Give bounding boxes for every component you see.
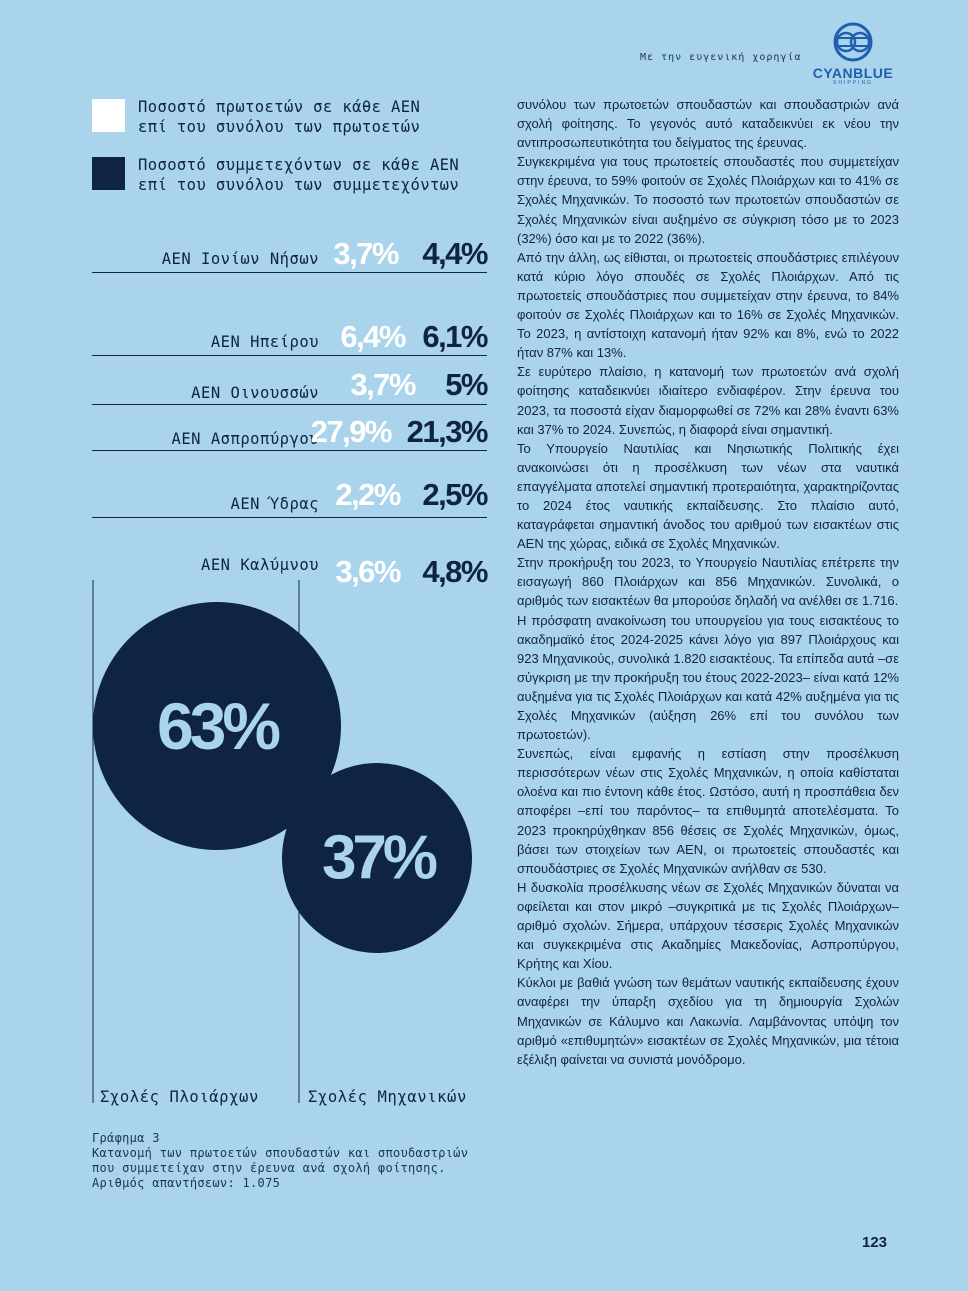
uni-participants-value: 5% (445, 367, 487, 402)
sponsor-logo (803, 22, 903, 88)
category-label-captains: Σχολές Πλοιάρχων (100, 1088, 259, 1106)
caption-line: που συμμετείχαν στην έρευνα ανά σχολή φοίτησης. (92, 1161, 446, 1175)
bubble-label-engineers: 37% (321, 823, 435, 893)
uni-name: ΑΕΝ Ασπροπύργου (171, 430, 319, 448)
legend-swatch-navy (92, 157, 125, 190)
row-divider (92, 404, 487, 405)
row-divider (92, 272, 487, 273)
paragraph: Συγκεκριμένα για τους πρωτοετείς σπουδαστές που συμμετείχαν στην έρευνα, το 59% φοιτούν σε Σχολές Πλοιάρχων και το 41% σε Σχολές Μηχανικών. Το ποσοστό των πρωτοετών σπουδαστών σε Σχολές Μηχανικών είναι αυξημένο σε σύγκριση τόσο με το 2023 (32%) όσο και με το 2022 (36%). (517, 154, 899, 246)
page-number: 123 (862, 1234, 888, 1251)
uni-freshmen-value: 27,9% (310, 414, 391, 449)
figure-caption (92, 1131, 492, 1191)
logo-name: CYANBLUE (812, 65, 894, 81)
uni-freshmen-value: 3,7% (350, 367, 415, 402)
uni-participants-value: 2,5% (422, 477, 487, 512)
paragraph: συνόλου των πρωτοετών σπουδαστών και σπουδαστριών ανά σχολή φοίτησης. Το γεγονός αυτό καταδεικνύει εκ νέου την αντιπροσωπευτικότητα του δείγματος της έρευνας. (517, 97, 899, 151)
row-divider (92, 355, 487, 356)
uni-participants-value: 6,1% (422, 319, 487, 354)
uni-freshmen-value: 2,2% (335, 477, 400, 512)
paragraph: Στην προκήρυξη του 2023, το Υπουργείο Ναυτιλίας επέτρεπε την εισαγωγή 860 Πλοιάρχων και 856 Μηχανικών. Συνολικά, ο αριθμός των εισακτέων θα μπορούσε δηλαδή να ανέλθει σε 1.716. (517, 555, 899, 609)
paragraph: Η πρόσφατη ανακοίνωση του υπουργείου για τους εισακτέους το ακαδημαϊκό έτος 2024-2025 κάνει λόγο για 897 Πλοιάρχους και 923 Μηχανικούς, συνολικά 1.820 εισακτέους. Τα επίπεδα αυτά –σε σύγκριση με την προκήρυξη του έτους 2022-2023– είναι κατά 12% αυξημένα για τις Σχολές Πλοιάρχων και κατά 42% αυξημένα για τις Σχολές Μηχανικών (αύξηση 26% επί του συνόλου των πρωτοετών). (517, 612, 899, 743)
uni-freshmen-value: 3,6% (335, 554, 400, 589)
caption-line: Κατανομή των πρωτοετών σπουδαστών και σπουδαστριών (92, 1146, 469, 1160)
legend-swatch-white (92, 99, 125, 132)
uni-participants-value: 4,4% (422, 236, 487, 271)
paragraph: Από την άλλη, ως είθισται, οι πρωτοετείς σπουδάστριες επιλέγουν κατά κύριο λόγο σπουδές σε Σχολές Πλοιάρχων. Από τις πρωτοετείς σπουδάστριες που συμμετείχαν στην έρευνα, το 84% φοιτούν σε Σχολές Πλοιάρχων και το 16% σε Σχολές Μηχανικών. Το 2023, η αντίστοιχη κατανομή ήταν 92% και 8%, ενώ το 2022 ήταν 87% και 13%. (517, 249, 899, 361)
row-divider (92, 517, 487, 518)
category-label-engineers: Σχολές Μηχανικών (308, 1088, 467, 1106)
uni-participants-value: 4,8% (422, 554, 487, 589)
paragraph: Σε ευρύτερο πλαίσιο, η κατανομή των πρωτοετών ανά σχολή φοίτησης καταδεικνύει ιδιαίτερο ενδιαφέρον. Στην έρευνα του 2023, τα ποσοστά είχαν διαμορφωθεί σε 72% και 28% έναντι 63% και 37% το 2024. Συνεπώς, η διαφορά είναι σημαντική. (517, 364, 899, 437)
uni-name: ΑΕΝ Οινουσσών (191, 384, 319, 402)
uni-name: ΑΕΝ Ύδρας (230, 495, 319, 513)
uni-name: ΑΕΝ Ιονίων Νήσων (161, 250, 319, 268)
caption-title: Γράφημα 3 (92, 1131, 160, 1145)
uni-name: ΑΕΝ Καλύμνου (201, 556, 319, 574)
row-divider (92, 450, 487, 451)
legend-label: Ποσοστό πρωτοετών σε κάθε ΑΕΝ επί του συνόλου των πρωτοετών (138, 98, 421, 136)
paragraph: Η δυσκολία προσέλκυσης νέων σε Σχολές Μηχανικών δύναται να οφείλεται και στον μικρό –συγκριτικά με τις Σχολές Πλοιάρχων– αριθμό σχολών. Σήμερα, υπάρχουν τέσσερις Σχολές Μηχανικών και συγκεκριμένα στις Ακαδημίες Μακεδονίας, Ασπροπύργου, Κρήτης και Χίου. (517, 879, 899, 972)
cyanblue-logo-icon (827, 22, 879, 62)
paragraph: Κύκλοι με βαθιά γνώση των θεμάτων ναυτικής εκπαίδευσης έχουν αναφέρει την ύπαρξη σχεδίου για τη δημιουργία Σχολών Μηχανικών σε Κάλυμνο και Λακωνία. Λαμβάνοντας υπόψη τον αριθμό «επιθυμητών» εισακτέων σε Σχολές Μηχανικών, μια τέτοια εξέλιξη φαίνεται να συνιστά μονόδρομο. (517, 975, 899, 1067)
paragraph: Συνεπώς, είναι εμφανής η εστίαση στην προσέλκυση περισσότερων νέων στις Σχολές Μηχανικών, η οποία καθίσταται ολοένα και πιο έντονη κάθε έτος. Ωστόσο, αυτή η προσπάθεια δεν αποφέρει –επί του παρόντος– τα επιθυμητά αποτελέσματα. Το 2023 προκηρύχθηκαν 856 θέσεις σε Σχολές Μηχανικών, όμως, βάσει των στοιχείων των ΑΕΝ, οι πρωτοετείς σπουδαστές και σπουδάστριες σε Σχολές Μηχανικών ανήλθαν σε 530. (517, 746, 899, 876)
bubble-label-captains: 63% (156, 689, 278, 763)
caption-line: Αριθμός απαντήσεων: 1.075 (92, 1176, 281, 1190)
bubble-chart (0, 580, 500, 1110)
uni-freshmen-value: 3,7% (333, 236, 398, 271)
article-body (517, 95, 899, 1069)
paragraph: Το Υπουργείο Ναυτιλίας και Νησιωτικής Πολιτικής έχει ανακοινώσει ότι η προσέλκυση των νέων στα ναυτικά επαγγέλματα αποτελεί σημαντική προτεραιότητα, χαρακτηρίζοντας το 2024 έτος ναυτικής εκπαίδευσης. Στο πλαίσιο αυτό, καταγράφεται σημαντική άνοδος του αριθμού των εισακτέων στις ΑΕΝ της χώρας, ειδικά σε Σχολές Μηχανικών. (517, 440, 899, 552)
legend-label: Ποσοστό συμμετεχόντων σε κάθε ΑΕΝ επί του συνόλου των συμμετεχόντων (138, 156, 460, 194)
uni-participants-value: 21,3% (406, 414, 487, 449)
bubble-chart-svg (0, 580, 500, 1110)
uni-freshmen-value: 6,4% (340, 319, 405, 354)
uni-name: ΑΕΝ Ηπείρου (210, 333, 319, 351)
sponsor-text: Με την ευγενική χορηγία (640, 52, 802, 63)
logo-subtitle: SHIPPING (833, 80, 873, 86)
